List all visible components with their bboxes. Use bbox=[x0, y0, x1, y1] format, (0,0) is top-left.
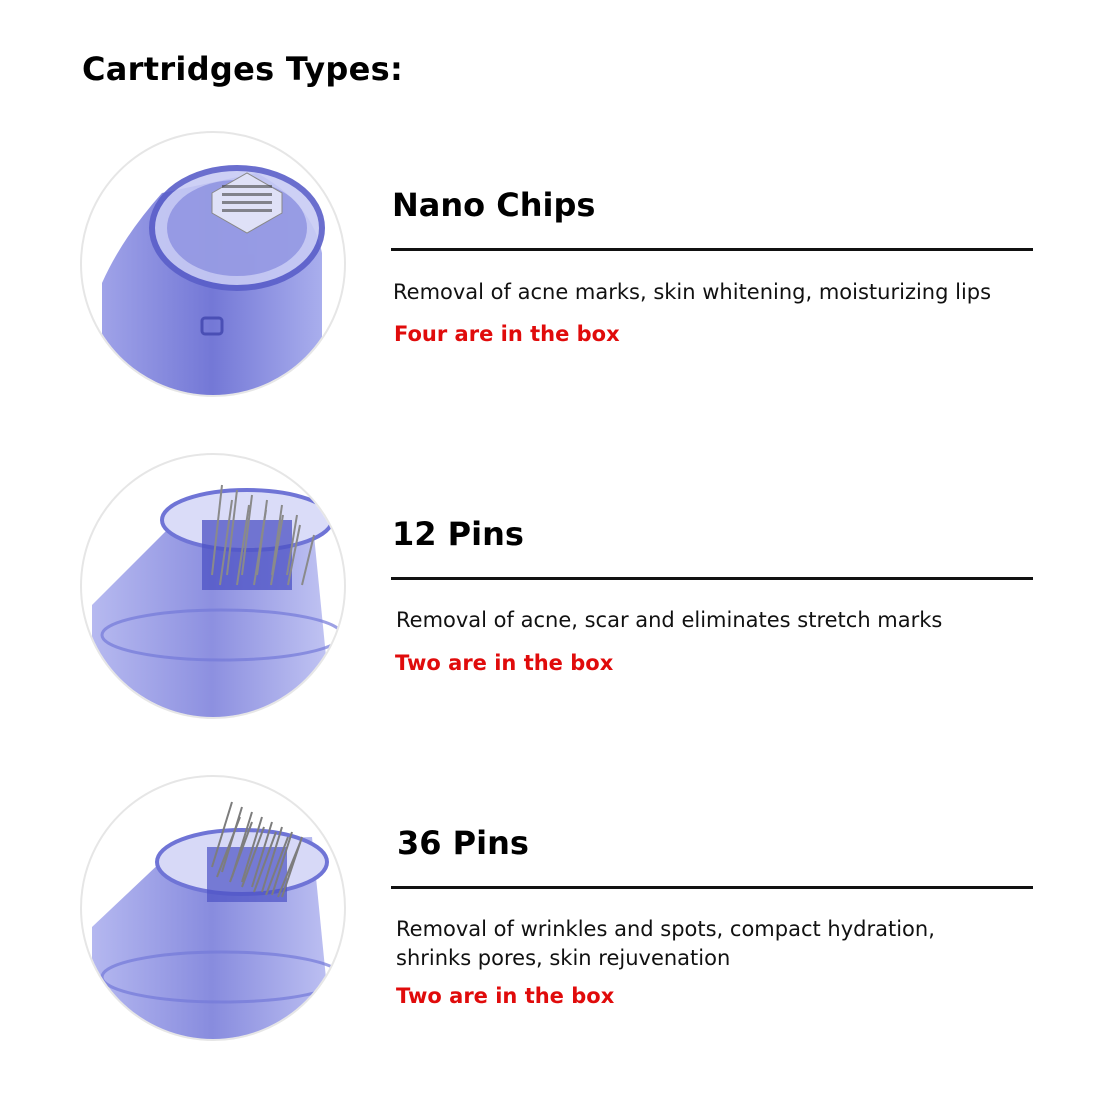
description-line: Removal of acne, scar and eliminates stretch marks bbox=[396, 608, 943, 632]
quantity-note: Two are in the box bbox=[395, 651, 614, 675]
description-line: Removal of wrinkles and spots, compact hydration, bbox=[396, 917, 935, 941]
36-pin-cartridge-icon bbox=[80, 775, 346, 1041]
12-pin-cartridge-icon bbox=[80, 453, 346, 719]
item-description bbox=[396, 915, 935, 973]
item-title: 36 Pins bbox=[397, 824, 529, 862]
quantity-note: Four are in the box bbox=[394, 322, 620, 346]
description-line: shrinks pores, skin rejuvenation bbox=[396, 946, 731, 970]
item-title: Nano Chips bbox=[392, 186, 596, 224]
description-line: Removal of acne marks, skin whitening, moisturizing lips bbox=[393, 280, 992, 304]
page-title: Cartridges Types: bbox=[82, 50, 404, 88]
divider bbox=[391, 248, 1033, 251]
nano-chip-cartridge-icon bbox=[80, 131, 346, 397]
divider bbox=[391, 886, 1033, 889]
item-title: 12 Pins bbox=[392, 515, 524, 553]
item-description bbox=[393, 278, 991, 307]
quantity-note: Two are in the box bbox=[396, 984, 615, 1008]
item-description bbox=[396, 606, 942, 635]
divider bbox=[391, 577, 1033, 580]
